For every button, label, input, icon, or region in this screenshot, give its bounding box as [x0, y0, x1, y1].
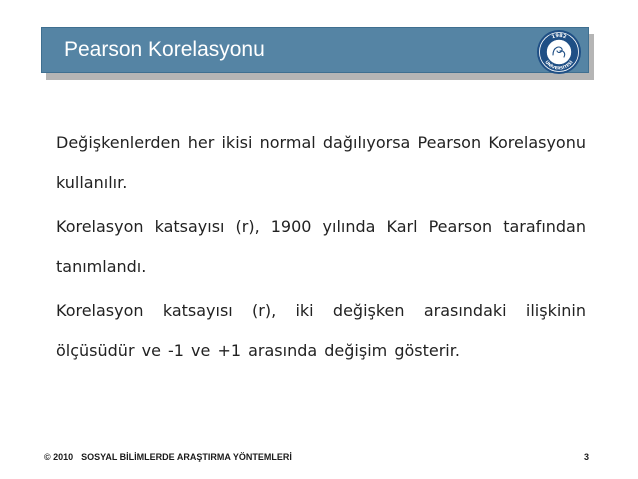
- seal-year-text: 1982: [550, 32, 568, 41]
- slide-body: [56, 123, 586, 375]
- paragraph-2: Korelasyon katsayısı (r), 1900 yılında Karl Pearson tarafından tanımlandı.: [56, 217, 586, 276]
- footer-course-title: SOSYAL BİLİMLERDE ARAŞTIRMA YÖNTEMLERİ: [81, 452, 292, 462]
- paragraph-3: Korelasyon katsayısı (r), iki değişken arasındaki ilişkinin ölçüsüdür ve -1 ve +1 arasında değişim gösterir.: [56, 301, 586, 360]
- slide-footer: [44, 452, 292, 462]
- university-seal-icon: [536, 29, 582, 75]
- page-number: 3: [584, 452, 590, 462]
- footer-copyright: © 2010: [44, 452, 74, 462]
- paragraph-1: Değişkenlerden her ikisi normal dağılıyorsa Pearson Korelasyonu kullanılır.: [56, 133, 586, 192]
- seal-bottom-text: ÜNİVERSİTESİ: [544, 59, 574, 71]
- slide-title: Pearson Korelasyonu: [64, 38, 265, 61]
- title-bar: [41, 27, 589, 73]
